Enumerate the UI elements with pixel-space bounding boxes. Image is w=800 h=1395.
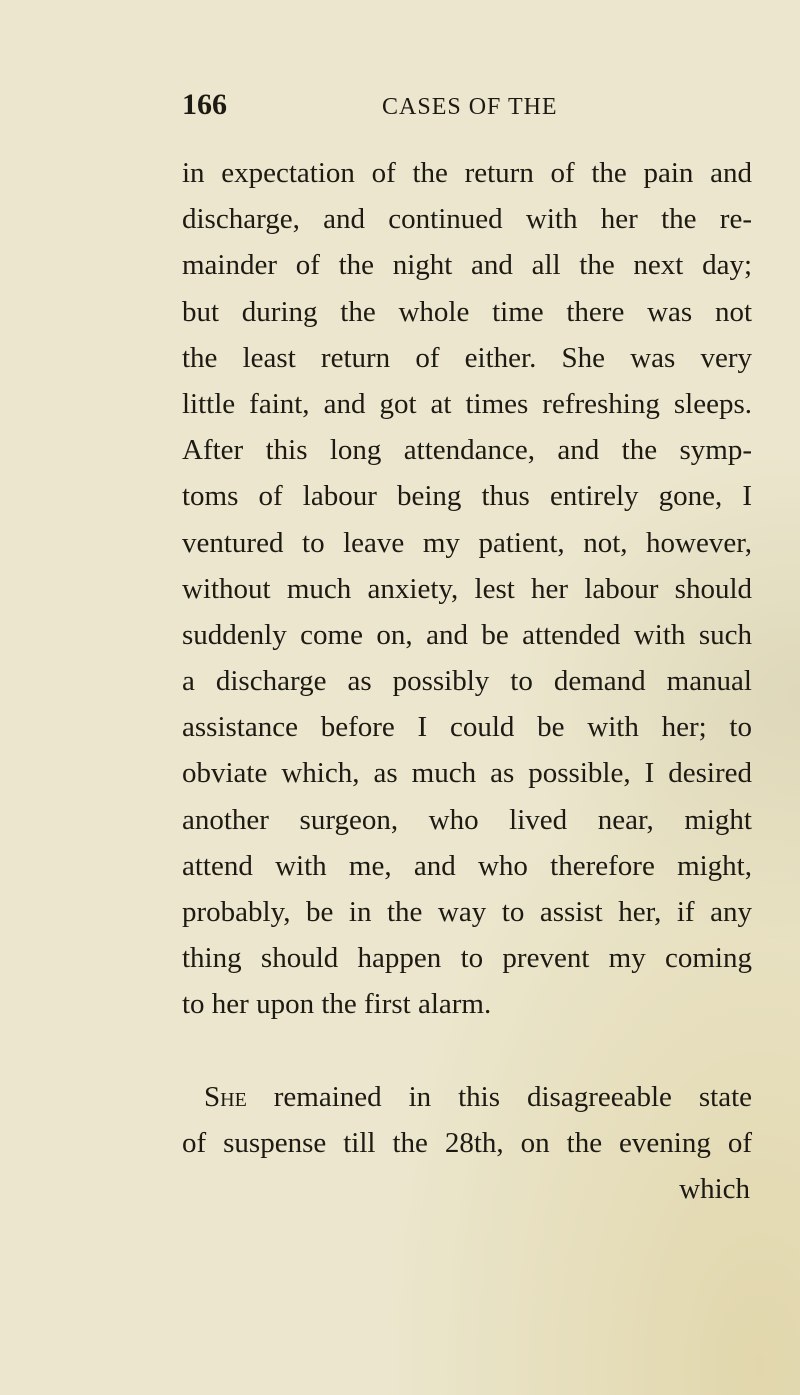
- catchword-line: [182, 1166, 752, 1212]
- text-line: [182, 1074, 752, 1120]
- text-line: probably, be in the way to assist her, if any: [182, 896, 752, 928]
- text-line: assistance before I could be with her; to: [182, 711, 752, 744]
- text-line: of suspense till the 28th, on the evening of: [182, 1126, 752, 1159]
- text-line: another surgeon, who lived near, might: [182, 803, 752, 836]
- text-line: but during the whole time there was not: [182, 295, 752, 328]
- text-line: ventured to leave my patient, not, however,: [182, 526, 752, 559]
- body-text: [182, 150, 752, 1212]
- text-line: the least return of either. She was very: [182, 341, 752, 374]
- page-number: 166: [182, 88, 227, 121]
- catchword: which: [679, 1172, 750, 1205]
- text-line: mainder of the night and all the next day;: [182, 249, 752, 282]
- text-line: a discharge as possibly to demand manual: [182, 665, 752, 698]
- text-line: toms of labour being thus entirely gone, I: [182, 480, 752, 513]
- text-line: little faint, and got at times refreshing sleeps.: [182, 387, 752, 420]
- paragraph-gap: [182, 1028, 752, 1074]
- running-title: CASES OF THE: [382, 94, 558, 120]
- text-line: After this long attendance, and the symp-: [182, 434, 752, 467]
- text-line: without much anxiety, lest her labour should: [182, 572, 752, 605]
- text-line: discharge, and continued with her the re-: [182, 203, 752, 236]
- text-line: attend with me, and who therefore might,: [182, 849, 752, 882]
- text-line: in expectation of the return of the pain and: [182, 157, 752, 189]
- text-line: obviate which, as much as possible, I desired: [182, 757, 752, 790]
- text-line: thing should happen to prevent my coming: [182, 942, 752, 975]
- text-span: remained in this disagreeable state: [246, 1080, 752, 1113]
- text-line: to her upon the first alarm.: [182, 988, 492, 1021]
- text-line: suddenly come on, and be attended with such: [182, 618, 752, 651]
- paragraph-opening-word: She: [204, 1080, 247, 1113]
- running-head: [0, 88, 800, 128]
